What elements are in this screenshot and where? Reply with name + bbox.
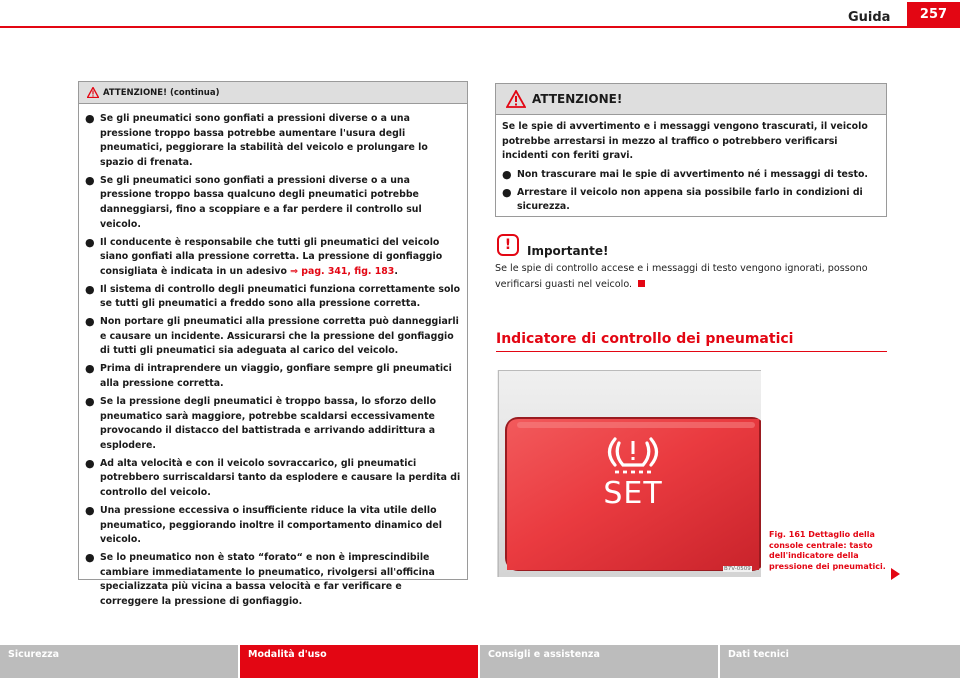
page-reference-link[interactable]: ⇒ pag. 341, fig. 183 — [290, 265, 395, 277]
warning-box-header — [79, 82, 467, 104]
exclamation-icon: ! — [497, 234, 519, 256]
tab-sicurezza[interactable]: Sicurezza — [0, 645, 240, 678]
section-heading: Indicatore di controllo dei pneumatici — [496, 331, 794, 347]
section-title-header: Guida — [848, 10, 891, 25]
list-item: ● Arrestare il veicolo non appena sia possibile farlo in condizioni di sicurezza. — [502, 185, 863, 213]
footer-nav — [0, 645, 960, 678]
list-item: ● Ad alta velocità e con il veicolo sovraccarico, gli pneumatici potrebbero surriscaldarsi tanto da esplodere e causare la perdita di controllo del veicolo. — [85, 456, 461, 498]
end-of-section-marker — [638, 280, 645, 287]
warning-triangle-icon — [87, 87, 99, 98]
warning-box-header — [496, 84, 886, 115]
figure-code: B7V-0509 — [724, 566, 751, 572]
importante-title: Importante! — [527, 244, 609, 258]
list-item: ● Il sistema di controllo degli pneumatici funziona correttamente solo se tutti gli pneumatici a freddo sono alla pressione corretta. — [85, 282, 461, 310]
list-item: ● Una pressione eccessiva o insufficiente riduce la vita utile dello pneumatico, peggiorando inoltre il comportamento dinamico del veicolo. — [85, 503, 442, 546]
list-item: ● Se gli pneumatici sono gonfiati a pressioni diverse o a una pressione troppo bassa potrebbe aumentare l'usura degli pneumatici, peggiorare la stabilità del veicolo e prolungare lo spazio di frenata. — [85, 112, 428, 168]
next-page-arrow-icon[interactable] — [891, 568, 900, 580]
warning-box-continued — [78, 81, 468, 607]
list-item: ● Se lo pneumatico non è stato “forato“ e non è imprescindibile cambiare immediatamente lo pneumatico, rivolgersi all'officina specializzata più vicina a bassa velocità e far verificare e correggere la pressione di gonfiaggio. — [85, 551, 435, 607]
page-number: 257 — [907, 2, 960, 28]
warning-triangle-icon — [506, 90, 526, 108]
list-item: ● Non trascurare mai le spie di avvertimento né i messaggi di testo. — [502, 167, 868, 181]
importante-text: Se le spie di controllo accese e i messaggi di testo vengono ignorati, possono verificarsi guasti nel veicolo. — [495, 263, 868, 290]
figure-frame — [498, 370, 761, 577]
set-button-label: SET — [603, 476, 663, 511]
list-item: ● Prima di intraprendere un viaggio, gonfiare sempre gli pneumatici alla pressione corretta. — [85, 362, 452, 390]
list-item: ● Se gli pneumatici sono gonfiati a pressioni diverse o a una pressione troppo bassa qualcuno degli pneumatici potrebbe danneggiarsi, fino a scoppiare e a far perdere il controllo sul veicolo. — [85, 173, 422, 230]
tab-dati-tecnici[interactable]: Dati tecnici — [720, 645, 960, 678]
tab-modalita-duso[interactable]: Modalità d'uso — [240, 645, 480, 678]
section-heading-rule — [496, 351, 887, 352]
header-rule — [0, 26, 960, 28]
warning-intro: Se le spie di avvertimento e i messaggi vengono trascurati, il veicolo potrebbe arrestarsi in mezzo al traffico o potrebbero verificarsi incidenti con feriti gravi. — [502, 121, 868, 162]
importante-header — [497, 232, 608, 258]
warning-title: ATTENZIONE! — [532, 92, 623, 106]
list-item: ● Se la pressione degli pneumatici è troppo bassa, lo sforzo dello pneumatico sarà maggiore, potrebbe scaldarsi eccessivamente provocando il distacco del battistrada e arrivando addirittura a esplodere. — [85, 395, 437, 451]
warning-title: ATTENZIONE! (continua) — [103, 87, 220, 98]
tab-consigli-assistenza[interactable]: Consigli e assistenza — [480, 645, 720, 678]
warning-box — [495, 83, 887, 217]
figure-caption: Fig. 161 Dettaglio della console centrale: tasto dell'indicatore della pressione dei pneumatici. — [769, 530, 886, 571]
list-item: ● Non portare gli pneumatici alla pressione corretta può danneggiarli e causare un incidente. Assicurarsi che la pressione del gonfiaggio di tutti gli pneumatici sia adeguata al carico del veicolo. — [85, 315, 459, 357]
list-item: ● Il conducente è responsabile che tutti gli pneumatici del veicolo siano gonfiati alla pressione corretta. La pressione di gonfiaggio consigliata è indicata in un adesivo ⇒ pag. 341, fig. 183. — [85, 235, 443, 277]
